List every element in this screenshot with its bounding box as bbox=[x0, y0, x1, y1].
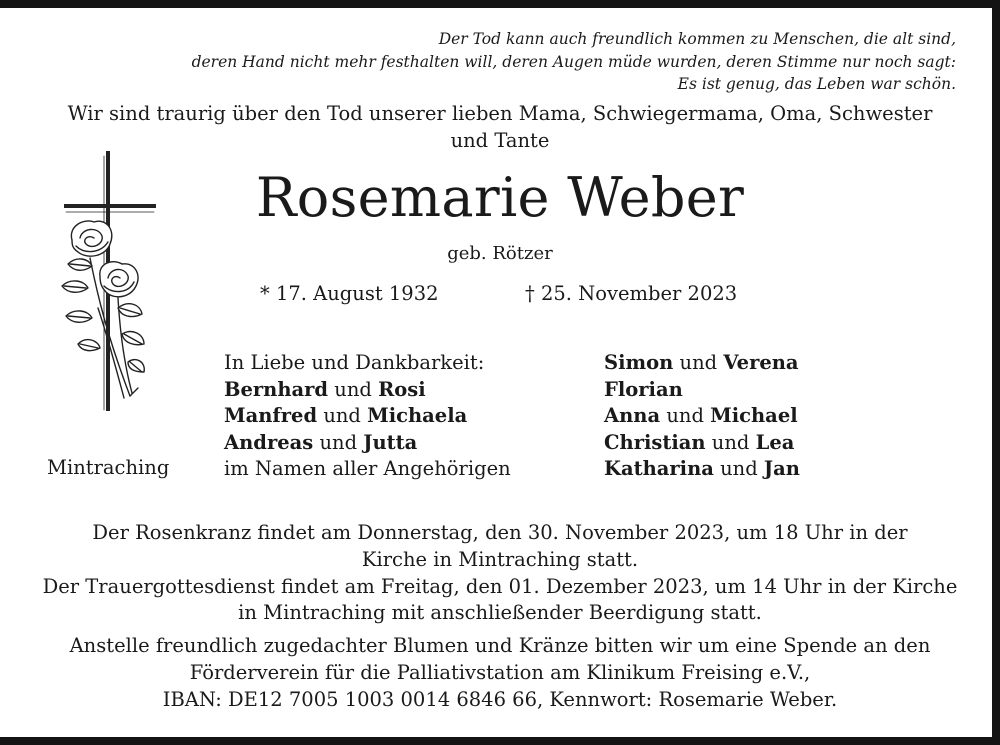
mourner-row bbox=[224, 403, 511, 430]
quote-block bbox=[192, 28, 956, 96]
mourner-and: und bbox=[319, 430, 358, 454]
mourner-and: und bbox=[679, 351, 718, 374]
mourner-row bbox=[604, 430, 800, 457]
mourner-name: Florian bbox=[604, 377, 683, 401]
birth-date: * 17. August 1932 bbox=[260, 282, 439, 305]
mourner-name: Katharina bbox=[604, 457, 714, 481]
mourner-and: und bbox=[334, 377, 372, 401]
intro-line: und Tante bbox=[450, 129, 550, 152]
note-line: Anstelle freundlich zugedachter Blumen und Kränze bitten wir um eine Spende an den bbox=[69, 634, 931, 658]
note-line: Der Rosenkranz findet am Donnerstag, den 30. November 2023, um 18 Uhr in der bbox=[92, 521, 908, 544]
quote-line: deren Hand nicht mehr festhalten will, deren Augen müde wurden, deren Stimme nur noch sagt: bbox=[191, 52, 956, 71]
mourner-row bbox=[604, 403, 800, 430]
mourner-name: Jutta bbox=[363, 430, 418, 454]
mourner-name: Verena bbox=[723, 351, 799, 374]
quote-line: Der Tod kann auch freundlich kommen zu Menschen, die alt sind, bbox=[438, 30, 956, 48]
intro-text bbox=[0, 100, 1000, 154]
mourner-and: und bbox=[720, 457, 758, 481]
place-name: Mintraching bbox=[47, 456, 170, 479]
mourner-name: Andreas bbox=[224, 430, 314, 454]
mourner-row bbox=[224, 430, 511, 457]
mourners-footer: im Namen aller Angehörigen bbox=[224, 457, 511, 481]
mourner-row bbox=[604, 350, 800, 377]
mourner-name: Simon bbox=[604, 351, 674, 374]
note-line: Der Trauergottesdienst findet am Freitag, den 01. Dezember 2023, um 14 Uhr in der Kirche bbox=[42, 574, 958, 598]
mourner-name: Michael bbox=[710, 404, 798, 428]
maiden-name: geb. Rötzer bbox=[447, 243, 553, 264]
mourner-and: und bbox=[711, 430, 750, 454]
intro-line: Wir sind traurig über den Tod unserer lieben Mama, Schwiegermama, Oma, Schwester bbox=[67, 102, 933, 125]
notes-block bbox=[0, 520, 1000, 714]
mourner-and: und bbox=[666, 404, 704, 428]
mourner-name: Anna bbox=[604, 404, 661, 428]
donation-note bbox=[0, 633, 1000, 713]
death-date: † 25. November 2023 bbox=[525, 282, 738, 305]
mourner-row bbox=[604, 377, 800, 404]
service-note bbox=[0, 574, 1000, 628]
note-line: Kirche in Mintraching statt. bbox=[361, 547, 639, 571]
mourner-name: Manfred bbox=[224, 404, 318, 428]
deceased-name: Rosemarie Weber bbox=[255, 166, 745, 229]
note-line: in Mintraching mit anschließender Beerdigung statt. bbox=[238, 601, 762, 625]
mourner-row bbox=[604, 456, 800, 483]
mourner-name: Jan bbox=[763, 457, 800, 481]
mourner-name: Lea bbox=[755, 430, 795, 454]
mourner-and: und bbox=[323, 404, 361, 428]
note-line: Förderverein für die Palliativstation am Klinikum Freising e.V., bbox=[189, 660, 811, 684]
rosary-note bbox=[0, 520, 1000, 574]
cross-with-roses-icon bbox=[58, 148, 158, 416]
mourner-row bbox=[224, 377, 511, 404]
mourner-name: Rosi bbox=[378, 377, 426, 401]
mourner-name: Michaela bbox=[367, 404, 468, 428]
mourner-name: Christian bbox=[604, 430, 706, 454]
mourners-right bbox=[604, 350, 800, 483]
mourner-name: Bernhard bbox=[224, 377, 329, 401]
note-line: IBAN: DE12 7005 1003 0014 6846 66, Kennwort: Rosemarie Weber. bbox=[162, 687, 838, 711]
mourners-heading: In Liebe und Dankbarkeit: bbox=[224, 351, 485, 374]
mourners-left bbox=[224, 350, 511, 483]
quote-line: Es ist genug, das Leben war schön. bbox=[677, 75, 956, 93]
